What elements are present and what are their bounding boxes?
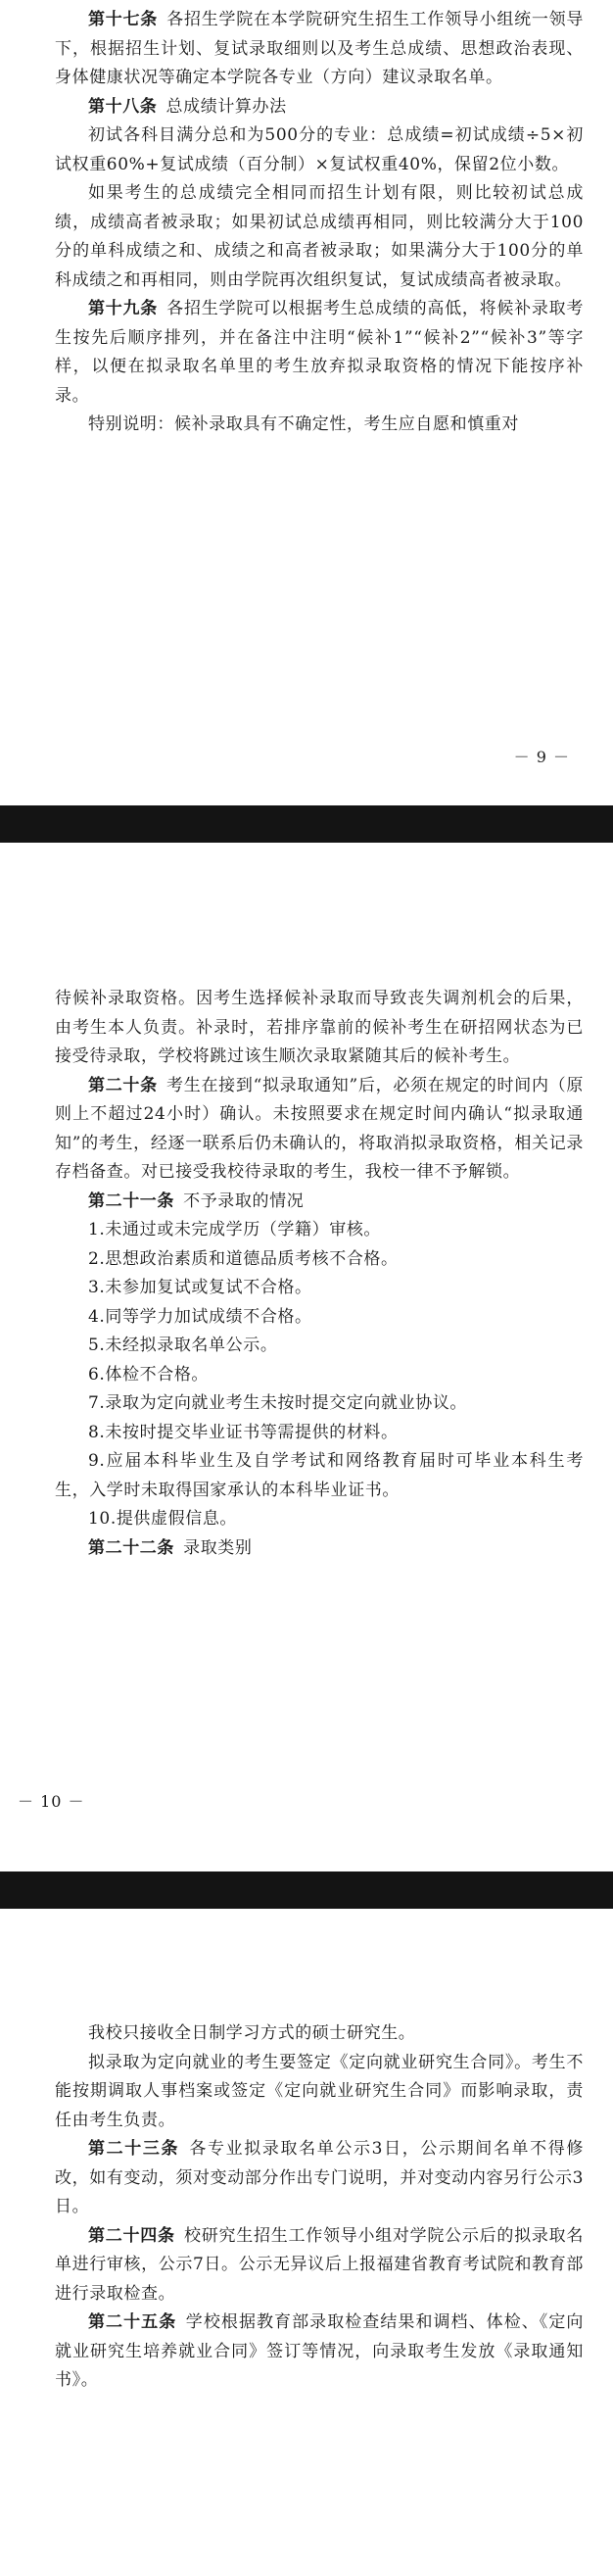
page-number: － 9 － [513,748,570,766]
list-item [55,1361,584,1390]
article-25-paragraph [55,2309,584,2396]
list-item-text: 1.未通过或未完成学历（学籍）审核。 [88,1220,382,1239]
page-separator [0,805,613,843]
paragraph-text: 拟录取为定向就业的考生要签定《定向就业研究生合同》。考生不能按期调取人事档案或签定《定向就业研究生合同》而影响录取，责任由考生负责。 [55,2052,584,2130]
article-heading: 第十九条 [88,299,158,318]
list-item-text: 10.提供虚假信息。 [88,1509,238,1529]
score-formula-paragraph [55,122,584,179]
list-item [55,1389,584,1419]
article-heading: 第二十四条 [88,2225,175,2246]
paragraph-text: 考生在接到“拟录取通知”后，必须在规定的时间内（原则上不超过24小时）确认。未按照要求在规定时间内确认“拟录取通知”的考生，经逐一联系后仍未确认的，将取消拟录取资格，相关记录存档备查。对已接受我校待录取的考生，我校一律不予解锁。 [55,1075,584,1182]
article-heading: 第二十二条 [88,1537,174,1558]
article-19-paragraph [55,295,584,411]
page-10-body [55,985,584,1563]
list-item-text: 6.体检不合格。 [88,1364,210,1385]
paragraph-text: 校研究生招生工作领导小组对学院公示后的拟录取名单进行审核，公示7日。公示无异议后上报福建省教育考试院和教育部进行录取检查。 [55,2225,584,2304]
list-item-text: 5.未经拟录取名单公示。 [88,1336,278,1355]
paragraph-text: 初试各科目满分总和为500分的专业：总成绩=初试成绩÷5×初试权重60%+复试成绩（百分制）×复试权重40%，保留2位小数。 [55,125,584,174]
special-note-paragraph [55,411,584,440]
article-heading: 第二十五条 [88,2312,177,2332]
list-item-text: 3.未参加复试或复试不合格。 [88,1278,312,1297]
article-heading: 第十八条 [88,96,158,117]
paragraph-text: 如果考生的总成绩完全相同而招生计划有限，则比较初试总成绩，成绩高者被录取；如果初试总成绩再相同，则比较满分大于100分的单科成绩之和、成绩之和高者被录取；如果满分大于100分的单科成绩之和再相同，则由学院再次组织复试，复试成绩高者被录取。 [55,183,584,290]
article-heading: 第二十三条 [88,2139,180,2159]
list-item [55,1505,584,1534]
paragraph-text: 总成绩计算办法 [165,96,287,117]
article-20-paragraph [55,1072,584,1188]
list-item [55,1245,584,1275]
page-separator [0,1871,613,1909]
page-number: － 10 － [18,1792,85,1811]
article-24-paragraph [55,2222,584,2309]
paragraph-text: 录取类别 [183,1537,253,1558]
list-item [55,1332,584,1361]
paragraph-text: 各专业拟录取名单公示3日，公示期间名单不得修改，如有变动，须对变动部分作出专门说明，并对变动内容另行公示3日。 [55,2139,585,2216]
article-17-paragraph [55,6,584,93]
article-heading: 第二十条 [88,1075,158,1095]
list-item [55,1419,584,1448]
article-21-paragraph [55,1188,584,1217]
document-page-9 [0,0,613,805]
list-item-text: 4.同等学力加试成绩不合格。 [88,1306,312,1327]
enrollment-type-paragraph [55,2019,584,2049]
contract-paragraph [55,2049,584,2136]
paragraph-text: 各招生学院可以根据考生总成绩的高低，将候补录取考生按先后顺序排列，并在备注中注明“候补1”“候补2”“候补3”等字样，以便在拟录取名单里的考生放弃拟录取资格的情况下能按序补录。 [55,299,584,406]
paragraph-text: 学校根据教育部录取检查结果和调档、体检、《定向就业研究生培养就业合同》签订等情况，向录取考生发放《录取通知书》。 [55,2312,584,2390]
continued-paragraph [55,985,584,1072]
article-23-paragraph [55,2135,584,2222]
paragraph-text: 不予录取的情况 [183,1191,305,1211]
list-item-text: 8.未按时提交毕业证书等需提供的材料。 [88,1422,399,1442]
paragraph-text: 待候补录取资格。因考生选择候补录取而导致丧失调剂机会的后果，由考生本人负责。补录时，若排序靠前的候补考生在研招网状态为已接受待录取，学校将跳过该生顺次录取紧随其后的候补考生。 [55,989,584,1066]
list-item [55,1274,584,1303]
list-item-text: 9.应届本科毕业生及自学考试和网络教育届时可毕业本科生考生，入学时未取得国家承认的本科毕业证书。 [55,1451,584,1500]
document-page-11 [0,1909,613,2576]
paragraph-text: 特别说明：候补录取具有不确定性，考生应自愿和慎重对 [88,414,519,434]
paragraph-text: 我校只接收全日制学习方式的硕士研究生。 [88,2023,416,2043]
list-item [55,1216,584,1245]
article-heading: 第二十一条 [88,1191,174,1211]
list-item [55,1303,584,1333]
list-item-text: 2.思想政治素质和道德品质考核不合格。 [88,1248,399,1269]
list-item-text: 7.录取为定向就业考生未按时提交定向就业协议。 [88,1393,468,1413]
article-22-paragraph [55,1534,584,1564]
page-11-body [55,2019,584,2396]
paragraph-text: 各招生学院在本学院研究生招生工作领导小组统一领导下，根据招生计划、复试录取细则以及考生总成绩、思想政治表现、身体健康状况等确定本学院各专业（方向）建议录取名单。 [55,10,584,87]
article-18-paragraph [55,93,584,122]
list-item [55,1447,584,1505]
tie-break-paragraph [55,179,584,295]
page-9-body [55,6,584,440]
document-page-10 [0,843,613,1871]
article-heading: 第十七条 [88,10,158,29]
